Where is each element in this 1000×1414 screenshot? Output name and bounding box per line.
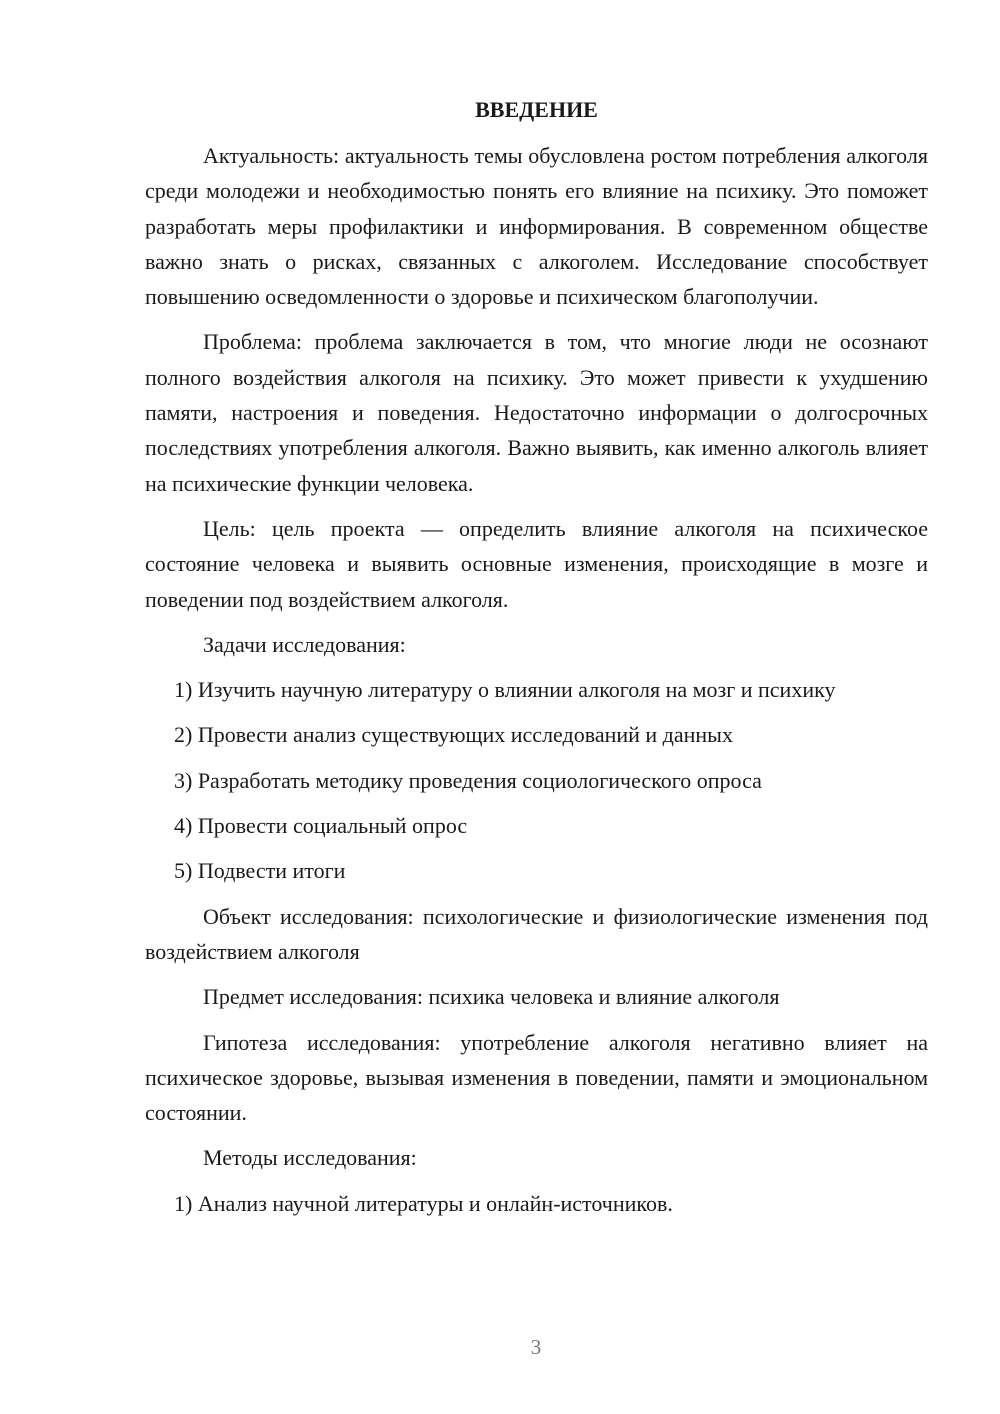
- problem-paragraph: Проблема: проблема заключается в том, что многие люди не осознают полного воздействия алкоголя на психику. Это может привести к ухудшению памяти, настроения и поведения. Недостаточно информации о долгосрочных последствиях употребления алкоголя. Важно выявить, как именно алкоголь влияет на психические функции человека.: [145, 329, 928, 496]
- document-body: [145, 92, 928, 1231]
- goal-paragraph: Цель: цель проекта — определить влияние алкоголя на психическое состояние человека и выявить основные изменения, происходящие в мозге и поведении под воздействием алкоголя.: [145, 515, 928, 612]
- method-item-1: 1) Анализ научной литературы и онлайн-источников.: [174, 1190, 673, 1216]
- page-title: ВВЕДЕНИЕ: [475, 97, 598, 122]
- task-item-4: 4) Провести социальный опрос: [174, 813, 468, 839]
- methods-heading: Методы исследования:: [203, 1145, 417, 1171]
- task-item-2: 2) Провести анализ существующих исследований и данных: [174, 722, 733, 748]
- tasks-heading: Задачи исследования:: [203, 631, 406, 657]
- relevance-paragraph: Актуальность: актуальность темы обусловлена ростом потребления алкоголя среди молодежи и необходимостью понять его влияние на психику. Это поможет разработать меры профилактики и информирования. В современном обществе важно знать о рисках, связанных с алкоголем. Исследование способствует повышению осведомленности о здоровье и психическом благополучии.: [145, 143, 928, 310]
- page-number: 3: [530, 1335, 542, 1359]
- subject-paragraph: Предмет исследования: психика человека и влияние алкоголя: [203, 984, 780, 1010]
- task-item-5: 5) Подвести итоги: [174, 858, 346, 884]
- task-item-3: 3) Разработать методику проведения социологического опроса: [174, 767, 762, 793]
- task-item-1: 1) Изучить научную литературу о влиянии алкоголя на мозг и психику: [174, 677, 836, 703]
- object-paragraph: Объект исследования: психологические и физиологические изменения под воздействием алкоголя: [145, 903, 928, 964]
- hypothesis-paragraph: Гипотеза исследования: употребление алкоголя негативно влияет на психическое здоровье, вызывая изменения в поведении, памяти и эмоциональном состоянии.: [145, 1029, 928, 1126]
